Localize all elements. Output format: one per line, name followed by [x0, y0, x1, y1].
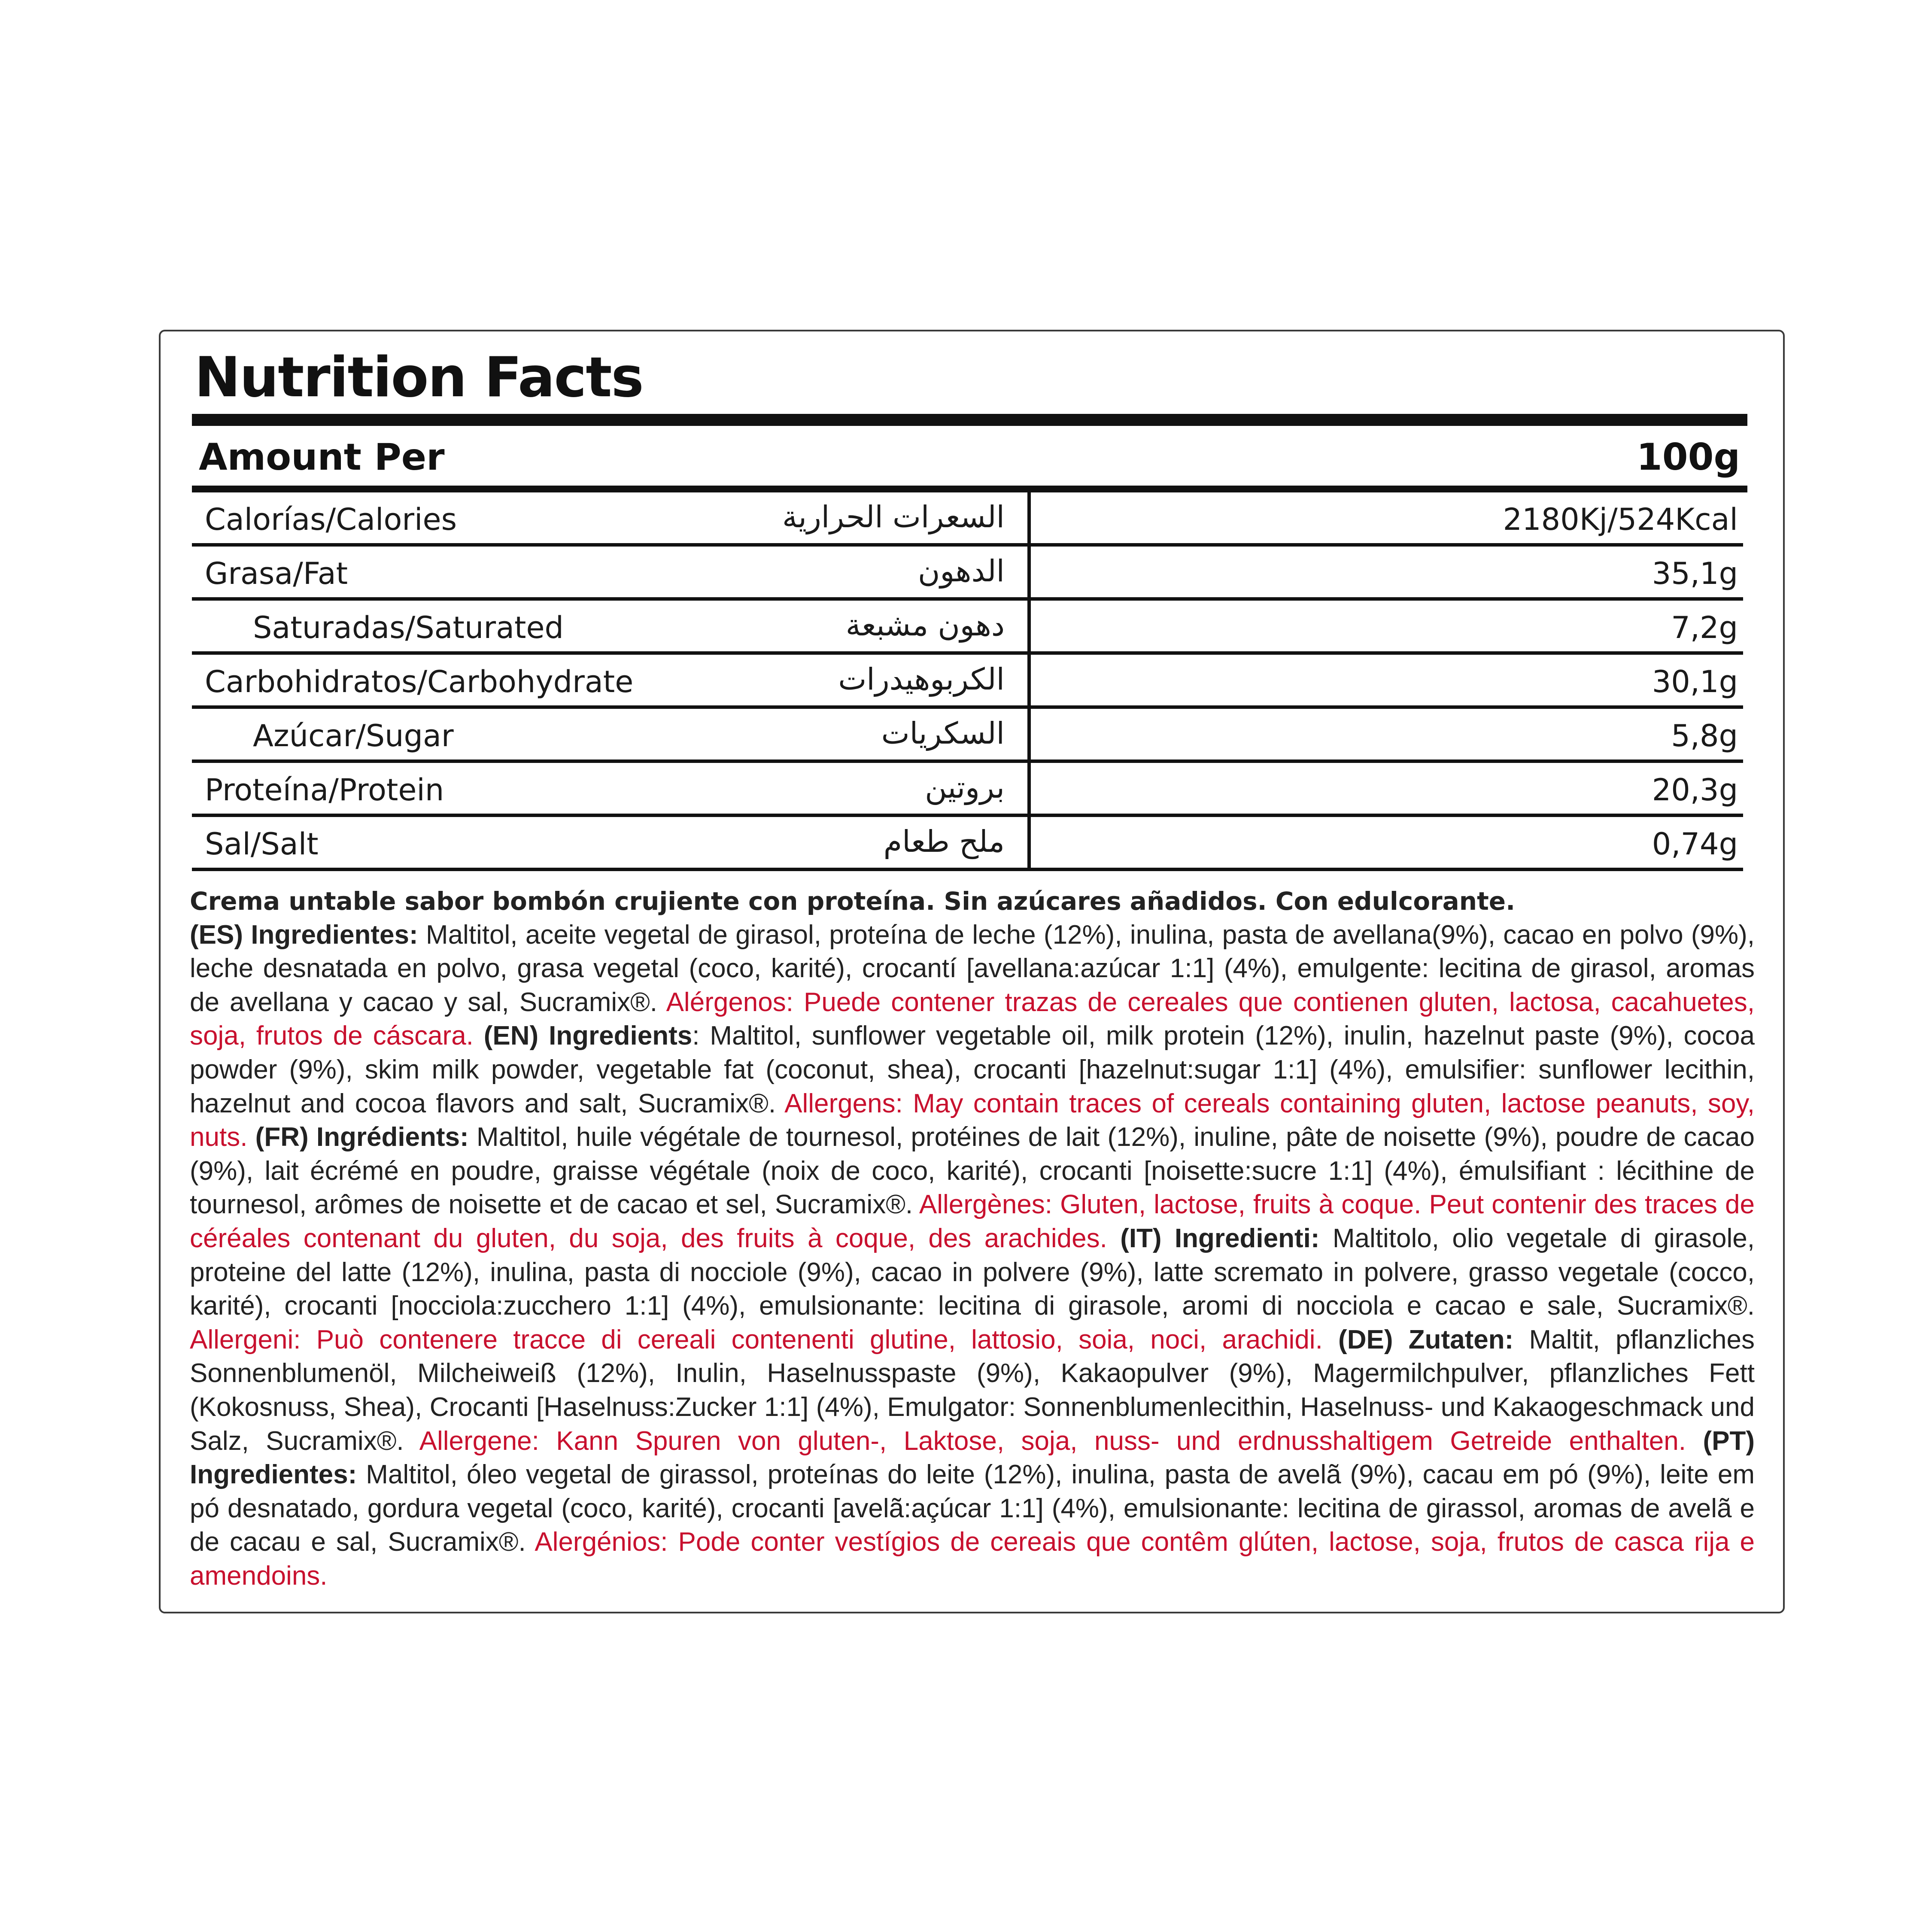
nutrient-value: 7,2g	[1671, 610, 1738, 645]
nutrient-value: 30,1g	[1652, 664, 1738, 699]
nutrient-arabic-label: ملح طعام	[883, 824, 1005, 859]
ingredients-pt: Maltitol, óleo vegetal de girassol, proteínas do leite (12%), inulina, pasta de avelã (9%), cacau em pó (9%), leite em pó desnatado, gordura vegetal (coco, karité), crocanti [avelã:açúcar 1:1] (4%), emulsionante: lecitina de girassol, aromas de avelã e de cacau e sal, Sucramix®.	[190, 1460, 1755, 1557]
table-row-carbohydrate	[192, 655, 1743, 709]
amount-per-label: Amount Per	[199, 436, 445, 479]
ingredients-heading-de: (DE) Zutaten:	[1338, 1324, 1514, 1355]
table-row-protein	[192, 763, 1743, 817]
allergens-de: Allergene: Kann Spuren von gluten-, Laktose, soja, nuss- und erdnusshaltigem Getreide enthalten.	[419, 1426, 1703, 1456]
table-row-saturated	[192, 601, 1743, 655]
ingredients-de: Maltit, pflanzliches Sonnenblumenöl, Milcheiweiß (12%), Inulin, Haselnusspaste (9%), Kakaopulver (9%), Magermilchpulver, pflanzliches Fett (Kokosnuss, Shea), Crocanti [Haselnuss:Zucker 1:1] (4%), Emulgator: Sonnenblumenlecithin, Haselnuss- und Kakaogeschmack und Salz, Sucramix®.	[190, 1324, 1755, 1456]
table-row-salt	[192, 817, 1743, 871]
ingredients-heading-en: (EN) Ingredients	[483, 1021, 693, 1051]
ingredients-heading-fr: (FR) Ingrédients:	[255, 1122, 469, 1152]
nutrient-label: Carbohidratos/Carbohydrate	[205, 664, 634, 699]
nutrient-value: 0,74g	[1652, 826, 1738, 862]
table-row-calories	[192, 492, 1743, 547]
nutrient-value: 5,8g	[1671, 718, 1738, 753]
ingredients-it: Maltitolo, olio vegetale di girasole, proteine del latte (12%), inulina, pasta di nocciole (9%), cacao in polvere (9%), latte scremato in polvere, grasso vegetale (cocco, karité), crocanti [nocciola:zucchero 1:1] (4%), emulsionante: lecitina di girasole, aromi di nocciola e cacao e sale, Sucramix®.	[190, 1223, 1755, 1321]
nutrient-label: Proteína/Protein	[205, 772, 444, 808]
nutrient-label: Azúcar/Sugar	[253, 718, 454, 753]
nutrient-arabic-label: السكريات	[881, 716, 1005, 751]
nutrient-value: 2180Kj/524Kcal	[1503, 502, 1738, 537]
table-row-sugar	[192, 709, 1743, 763]
product-description: Crema untable sabor bombón crujiente con proteína. Sin azúcares añadidos. Con edulcorante.	[190, 887, 1516, 916]
ingredients-en: : Maltitol, sunflower vegetable oil, milk protein (12%), inulin, hazelnut paste (9%), cocoa powder (9%), skim milk powder, vegetable fat (coconut, shea), crocanti [hazelnut:sugar 1:1] (4%), emulsifier: sunflower lecithin, hazelnut and cocoa flavors and salt, Sucramix®.	[190, 1021, 1755, 1118]
ingredients-es: Maltitol, aceite vegetal de girasol, proteína de leche (12%), inulina, pasta de avellana(9%), cacao en polvo (9%), leche desnatada en polvo, grasa vegetal (coco, karité), crocantí [avellana:azúcar 1:1] (4%), emulgente: lecitina de girasol, aromas de avellana y cacao y sal, Sucramix®.	[190, 920, 1755, 1017]
ingredients-heading-es: (ES) Ingredientes:	[190, 920, 418, 950]
nutrient-label: Calorías/Calories	[205, 502, 457, 537]
page-title: Nutrition Facts	[194, 346, 643, 410]
column-divider	[1027, 492, 1031, 871]
ingredients-heading-it: (IT) Ingredienti:	[1120, 1223, 1320, 1253]
thick-divider	[192, 414, 1747, 426]
table-row-fat	[192, 547, 1743, 601]
allergens-es: Alérgenos: Puede contener trazas de cereales que contienen gluten, lactosa, cacahuetes, soja, frutos de cáscara.	[190, 987, 1755, 1051]
ingredients-heading-pt: (PT) Ingredientes:	[190, 1426, 1755, 1490]
nutrition-table	[192, 492, 1743, 871]
nutrient-label: Grasa/Fat	[205, 556, 348, 591]
nutrient-arabic-label: بروتين	[925, 770, 1005, 805]
allergens-fr: Allergènes: Gluten, lactose, fruits à coque. Peut contenir des traces de céréales contenant du gluten, du soja, des fruits à coque, des arachides.	[190, 1190, 1755, 1253]
allergens-it: Allergeni: Può contenere tracce di cereali contenenti glutine, lattosio, soia, noci, arachidi.	[190, 1324, 1339, 1355]
allergens-en: Allergens: May contain traces of cereals containing gluten, lactose peanuts, soy, nuts.	[190, 1088, 1755, 1152]
nutrient-arabic-label: الدهون	[917, 553, 1005, 589]
medium-divider	[192, 486, 1747, 492]
nutrient-value: 20,3g	[1652, 772, 1738, 808]
nutrient-label: Saturadas/Saturated	[253, 610, 564, 645]
allergens-pt: Alergénios: Pode conter vestígios de cereais que contêm glúten, lactose, soja, frutos de casca rija e amendoins.	[190, 1527, 1755, 1591]
nutrient-arabic-label: دهون مشبعة	[845, 608, 1005, 643]
nutrient-label: Sal/Salt	[205, 826, 319, 862]
nutrient-arabic-label: السعرات الحرارية	[782, 499, 1005, 535]
nutrient-value: 35,1g	[1652, 556, 1738, 591]
ingredients-text	[190, 884, 1755, 1593]
ingredients-fr: Maltitol, huile végétale de tournesol, protéines de lait (12%), inuline, pâte de noisette (9%), poudre de cacao (9%), lait écrémé en poudre, graisse végétale (noix de coco, karité), crocanti [noisette:sucre 1:1] (4%), émulsifiant : lécithine de tournesol, arômes de noisette et de cacao et sel, Sucramix®.	[190, 1122, 1755, 1220]
amount-per-row	[199, 431, 1740, 483]
amount-per-value: 100g	[1636, 436, 1740, 479]
nutrient-arabic-label: الكربوهيدرات	[838, 662, 1005, 697]
